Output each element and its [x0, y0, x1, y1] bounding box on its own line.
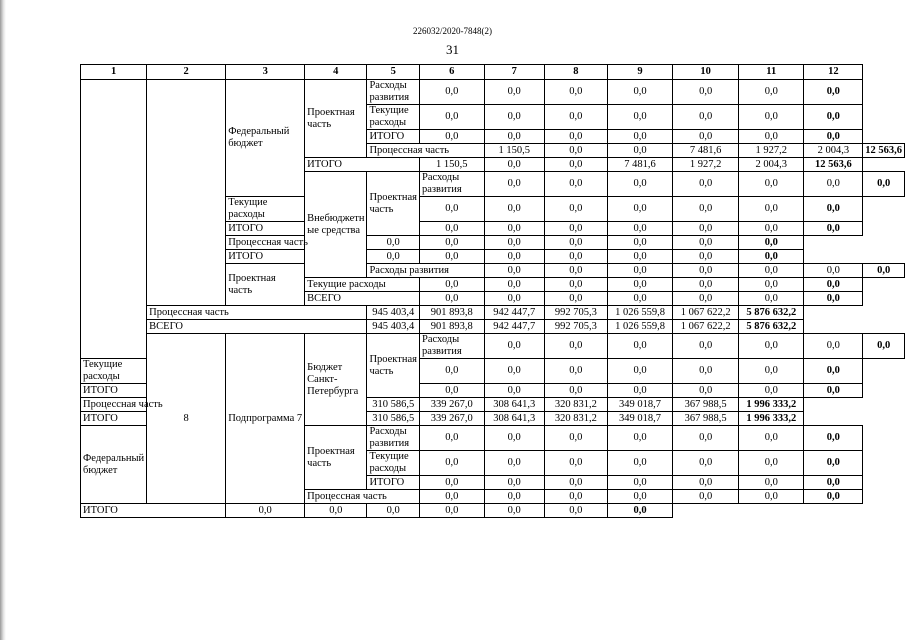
value-cell: 0,0 — [673, 278, 739, 292]
value-cell: 320 831,2 — [544, 412, 607, 426]
row-label: Бюджет Санкт-Петербурга — [305, 334, 367, 426]
row-label: ВСЕГО — [147, 320, 367, 334]
value-cell: 1 927,2 — [673, 158, 739, 172]
value-cell: 0,0 — [804, 80, 863, 105]
value-cell: 0,0 — [804, 278, 863, 292]
value-cell: 0,0 — [419, 504, 484, 518]
value-cell: 0,0 — [544, 504, 607, 518]
row-label: Проектная часть — [226, 264, 305, 306]
row-label: Процессная часть — [147, 306, 367, 320]
column-header: 8 — [544, 65, 607, 80]
value-cell: 0,0 — [607, 222, 672, 236]
value-cell: 7 481,6 — [673, 144, 739, 158]
value-cell: 0,0 — [484, 504, 544, 518]
value-cell: 0,0 — [607, 197, 672, 222]
value-cell: 0,0 — [673, 451, 739, 476]
value-cell: 0,0 — [739, 359, 804, 384]
table-row — [81, 80, 905, 105]
value-cell: 339 267,0 — [419, 412, 484, 426]
value-cell: 0,0 — [607, 80, 672, 105]
value-cell: 0,0 — [673, 105, 739, 130]
row-label: Расходы развития — [367, 80, 420, 105]
value-cell: 0,0 — [804, 222, 863, 236]
value-cell: 0,0 — [484, 334, 544, 359]
document-code: 226032/2020-7848(2) — [413, 26, 492, 36]
value-cell: 0,0 — [419, 250, 484, 264]
value-cell: 367 988,5 — [673, 412, 739, 426]
value-cell: 12 563,6 — [863, 144, 905, 158]
value-cell: 0,0 — [739, 250, 804, 264]
value-cell: 0,0 — [484, 278, 544, 292]
value-cell: 0,0 — [419, 222, 484, 236]
value-cell: 0,0 — [673, 236, 739, 250]
row-label: Федеральный бюджет — [226, 80, 305, 197]
value-cell: 0,0 — [367, 250, 420, 264]
value-cell: 310 586,5 — [367, 412, 420, 426]
value-cell: 0,0 — [804, 426, 863, 451]
value-cell: 0,0 — [607, 144, 672, 158]
value-cell: 0,0 — [804, 130, 863, 144]
value-cell: 0,0 — [367, 504, 420, 518]
value-cell: 0,0 — [544, 334, 607, 359]
row-label: Расходы развития — [367, 426, 420, 451]
value-cell: 349 018,7 — [607, 398, 672, 412]
value-cell: 349 018,7 — [607, 412, 672, 426]
row-label: Федеральный бюджет — [81, 426, 147, 504]
value-cell: 0,0 — [607, 292, 672, 306]
value-cell: 0,0 — [804, 359, 863, 384]
value-cell: 5 876 632,2 — [739, 306, 804, 320]
row-label: Текущие расходы — [226, 197, 305, 222]
value-cell: 992 705,3 — [544, 320, 607, 334]
value-cell: 0,0 — [419, 130, 484, 144]
row-label: Процессная часть — [305, 490, 420, 504]
value-cell: 367 988,5 — [673, 398, 739, 412]
row-label: Внебюджетн ые средства — [305, 172, 367, 278]
value-cell: 0,0 — [544, 292, 607, 306]
row-label: Расходы развития — [367, 264, 484, 278]
value-cell: 0,0 — [484, 264, 544, 278]
value-cell: 0,0 — [673, 172, 739, 197]
value-cell: 1 996 333,2 — [739, 398, 804, 412]
value-cell: 0,0 — [673, 130, 739, 144]
row-label: 8 — [147, 334, 226, 504]
value-cell: 0,0 — [739, 490, 804, 504]
row-label: Подпрограмма 7 — [226, 334, 305, 504]
value-cell: 942 447,7 — [484, 320, 544, 334]
value-cell: 0,0 — [739, 130, 804, 144]
value-cell: 0,0 — [544, 426, 607, 451]
value-cell: 308 641,3 — [484, 398, 544, 412]
table-row — [81, 320, 905, 334]
value-cell: 0,0 — [804, 490, 863, 504]
column-header: 6 — [419, 65, 484, 80]
value-cell: 0,0 — [673, 359, 739, 384]
value-cell: 1 927,2 — [739, 144, 804, 158]
row-label: Текущие расходы — [81, 359, 147, 384]
value-cell: 0,0 — [544, 197, 607, 222]
value-cell: 0,0 — [484, 130, 544, 144]
value-cell: 0,0 — [484, 158, 544, 172]
column-header: 5 — [367, 65, 420, 80]
column-header: 1 — [81, 65, 147, 80]
value-cell: 0,0 — [673, 80, 739, 105]
value-cell: 0,0 — [484, 172, 544, 197]
row-label: Процессная часть — [226, 236, 367, 250]
value-cell: 0,0 — [544, 359, 607, 384]
budget-table — [80, 64, 905, 518]
value-cell: 0,0 — [739, 384, 804, 398]
value-cell: 0,0 — [673, 197, 739, 222]
value-cell: 1 150,5 — [419, 158, 484, 172]
value-cell: 0,0 — [607, 426, 672, 451]
row-label: Процессная часть — [367, 144, 484, 158]
value-cell: 0,0 — [607, 105, 672, 130]
value-cell: 0,0 — [804, 197, 863, 222]
value-cell: 945 403,4 — [367, 320, 420, 334]
value-cell: 0,0 — [673, 490, 739, 504]
column-header: 7 — [484, 65, 544, 80]
row-label: ИТОГО — [226, 222, 305, 236]
value-cell: 1 026 559,8 — [607, 306, 672, 320]
value-cell: 0,0 — [739, 236, 804, 250]
value-cell: 0,0 — [544, 236, 607, 250]
value-cell: 0,0 — [305, 504, 367, 518]
value-cell: 0,0 — [863, 334, 905, 359]
table-row — [81, 412, 905, 426]
value-cell: 0,0 — [484, 476, 544, 490]
row-label: Текущие расходы — [305, 278, 420, 292]
value-cell: 945 403,4 — [367, 306, 420, 320]
value-cell: 0,0 — [484, 250, 544, 264]
row-label: Проектная часть — [367, 334, 420, 398]
row-label: ИТОГО — [81, 412, 226, 426]
value-cell: 0,0 — [804, 384, 863, 398]
value-cell: 0,0 — [673, 264, 739, 278]
row-label: Текущие расходы — [367, 451, 420, 476]
value-cell: 0,0 — [367, 236, 420, 250]
value-cell: 310 586,5 — [367, 398, 420, 412]
row-label: Проектная часть — [305, 80, 367, 158]
column-header: 3 — [226, 65, 305, 80]
value-cell: 0,0 — [544, 384, 607, 398]
value-cell: 1 996 333,2 — [739, 412, 804, 426]
value-cell: 0,0 — [804, 105, 863, 130]
value-cell: 0,0 — [804, 476, 863, 490]
scan-edge — [0, 0, 6, 640]
value-cell: 0,0 — [484, 236, 544, 250]
column-header: 11 — [739, 65, 804, 80]
value-cell: 0,0 — [804, 172, 863, 197]
value-cell: 0,0 — [544, 105, 607, 130]
value-cell: 1 067 622,2 — [673, 306, 739, 320]
value-cell: 0,0 — [419, 490, 484, 504]
value-cell: 0,0 — [226, 504, 305, 518]
value-cell: 0,0 — [544, 158, 607, 172]
value-cell: 0,0 — [544, 451, 607, 476]
column-header: 9 — [607, 65, 672, 80]
row-label: ИТОГО — [367, 130, 420, 144]
value-cell: 0,0 — [607, 451, 672, 476]
value-cell: 0,0 — [544, 490, 607, 504]
value-cell: 1 067 622,2 — [673, 320, 739, 334]
value-cell: 0,0 — [739, 334, 804, 359]
value-cell: 0,0 — [607, 490, 672, 504]
value-cell: 0,0 — [484, 197, 544, 222]
empty-cell — [81, 80, 147, 359]
value-cell: 0,0 — [673, 476, 739, 490]
value-cell: 5 876 632,2 — [739, 320, 804, 334]
value-cell: 0,0 — [544, 130, 607, 144]
value-cell: 339 267,0 — [419, 398, 484, 412]
value-cell: 7 481,6 — [607, 158, 672, 172]
value-cell: 0,0 — [607, 130, 672, 144]
value-cell: 0,0 — [607, 334, 672, 359]
value-cell: 0,0 — [607, 359, 672, 384]
value-cell: 0,0 — [419, 292, 484, 306]
value-cell: 0,0 — [739, 80, 804, 105]
empty-cell — [147, 80, 226, 306]
value-cell: 320 831,2 — [544, 398, 607, 412]
value-cell: 0,0 — [484, 105, 544, 130]
row-label: ИТОГО — [226, 250, 367, 264]
value-cell: 0,0 — [607, 476, 672, 490]
value-cell: 0,0 — [673, 384, 739, 398]
value-cell: 0,0 — [607, 250, 672, 264]
value-cell: 0,0 — [863, 264, 905, 278]
value-cell: 0,0 — [739, 105, 804, 130]
column-header: 2 — [147, 65, 226, 80]
value-cell: 0,0 — [484, 222, 544, 236]
value-cell: 2 004,3 — [804, 144, 863, 158]
row-label: Текущие расходы — [367, 105, 420, 130]
value-cell: 0,0 — [544, 250, 607, 264]
table-row — [81, 398, 905, 412]
value-cell: 0,0 — [419, 278, 484, 292]
value-cell: 0,0 — [739, 278, 804, 292]
value-cell: 0,0 — [739, 292, 804, 306]
value-cell: 0,0 — [673, 250, 739, 264]
row-label: Проектная часть — [367, 172, 420, 236]
value-cell: 942 447,7 — [484, 306, 544, 320]
value-cell: 0,0 — [419, 80, 484, 105]
column-header: 4 — [305, 65, 367, 80]
table-row — [81, 306, 905, 320]
row-label: ИТОГО — [367, 476, 420, 490]
value-cell: 0,0 — [673, 222, 739, 236]
value-cell: 0,0 — [544, 222, 607, 236]
value-cell: 1 026 559,8 — [607, 320, 672, 334]
value-cell: 0,0 — [484, 384, 544, 398]
value-cell: 0,0 — [484, 451, 544, 476]
value-cell: 0,0 — [544, 80, 607, 105]
column-header: 10 — [673, 65, 739, 80]
value-cell: 901 893,8 — [419, 306, 484, 320]
value-cell: 0,0 — [419, 359, 484, 384]
value-cell: 0,0 — [544, 476, 607, 490]
value-cell: 0,0 — [607, 384, 672, 398]
value-cell: 0,0 — [544, 278, 607, 292]
header-row — [81, 65, 905, 80]
value-cell: 0,0 — [607, 278, 672, 292]
row-label: ИТОГО — [81, 504, 226, 518]
value-cell: 0,0 — [607, 264, 672, 278]
value-cell: 0,0 — [739, 222, 804, 236]
value-cell: 0,0 — [739, 197, 804, 222]
value-cell: 0,0 — [484, 80, 544, 105]
value-cell: 0,0 — [544, 264, 607, 278]
value-cell: 0,0 — [544, 144, 607, 158]
value-cell: 0,0 — [419, 236, 484, 250]
row-label: Расходы развития — [419, 172, 484, 197]
value-cell: 0,0 — [739, 451, 804, 476]
value-cell: 0,0 — [804, 292, 863, 306]
value-cell: 0,0 — [607, 504, 672, 518]
value-cell: 0,0 — [673, 426, 739, 451]
row-label: ИТОГО — [305, 158, 420, 172]
column-header: 12 — [804, 65, 863, 80]
table-row — [81, 334, 905, 359]
value-cell: 0,0 — [607, 236, 672, 250]
value-cell: 0,0 — [863, 172, 905, 197]
value-cell: 992 705,3 — [544, 306, 607, 320]
value-cell: 2 004,3 — [739, 158, 804, 172]
value-cell: 901 893,8 — [419, 320, 484, 334]
row-label: Проектная часть — [305, 426, 367, 490]
value-cell: 0,0 — [419, 197, 484, 222]
value-cell: 0,0 — [804, 334, 863, 359]
value-cell: 0,0 — [673, 292, 739, 306]
value-cell: 1 150,5 — [484, 144, 544, 158]
value-cell: 0,0 — [484, 490, 544, 504]
value-cell: 308 641,3 — [484, 412, 544, 426]
value-cell: 0,0 — [419, 105, 484, 130]
page-number: 31 — [446, 42, 459, 57]
value-cell: 0,0 — [739, 264, 804, 278]
row-label: Процессная часть — [81, 398, 226, 412]
value-cell: 0,0 — [419, 426, 484, 451]
row-label: ИТОГО — [81, 384, 147, 398]
row-label: Расходы развития — [419, 334, 484, 359]
value-cell: 0,0 — [804, 451, 863, 476]
value-cell: 0,0 — [607, 172, 672, 197]
value-cell: 0,0 — [739, 426, 804, 451]
table-row — [81, 504, 905, 518]
value-cell: 0,0 — [419, 384, 484, 398]
value-cell: 0,0 — [673, 334, 739, 359]
value-cell: 0,0 — [544, 172, 607, 197]
value-cell: 0,0 — [804, 264, 863, 278]
row-label: ВСЕГО — [305, 292, 420, 306]
value-cell: 0,0 — [484, 292, 544, 306]
value-cell: 0,0 — [739, 476, 804, 490]
value-cell: 12 563,6 — [804, 158, 863, 172]
value-cell: 0,0 — [419, 451, 484, 476]
value-cell: 0,0 — [419, 476, 484, 490]
value-cell: 0,0 — [484, 426, 544, 451]
value-cell: 0,0 — [739, 172, 804, 197]
value-cell: 0,0 — [484, 359, 544, 384]
